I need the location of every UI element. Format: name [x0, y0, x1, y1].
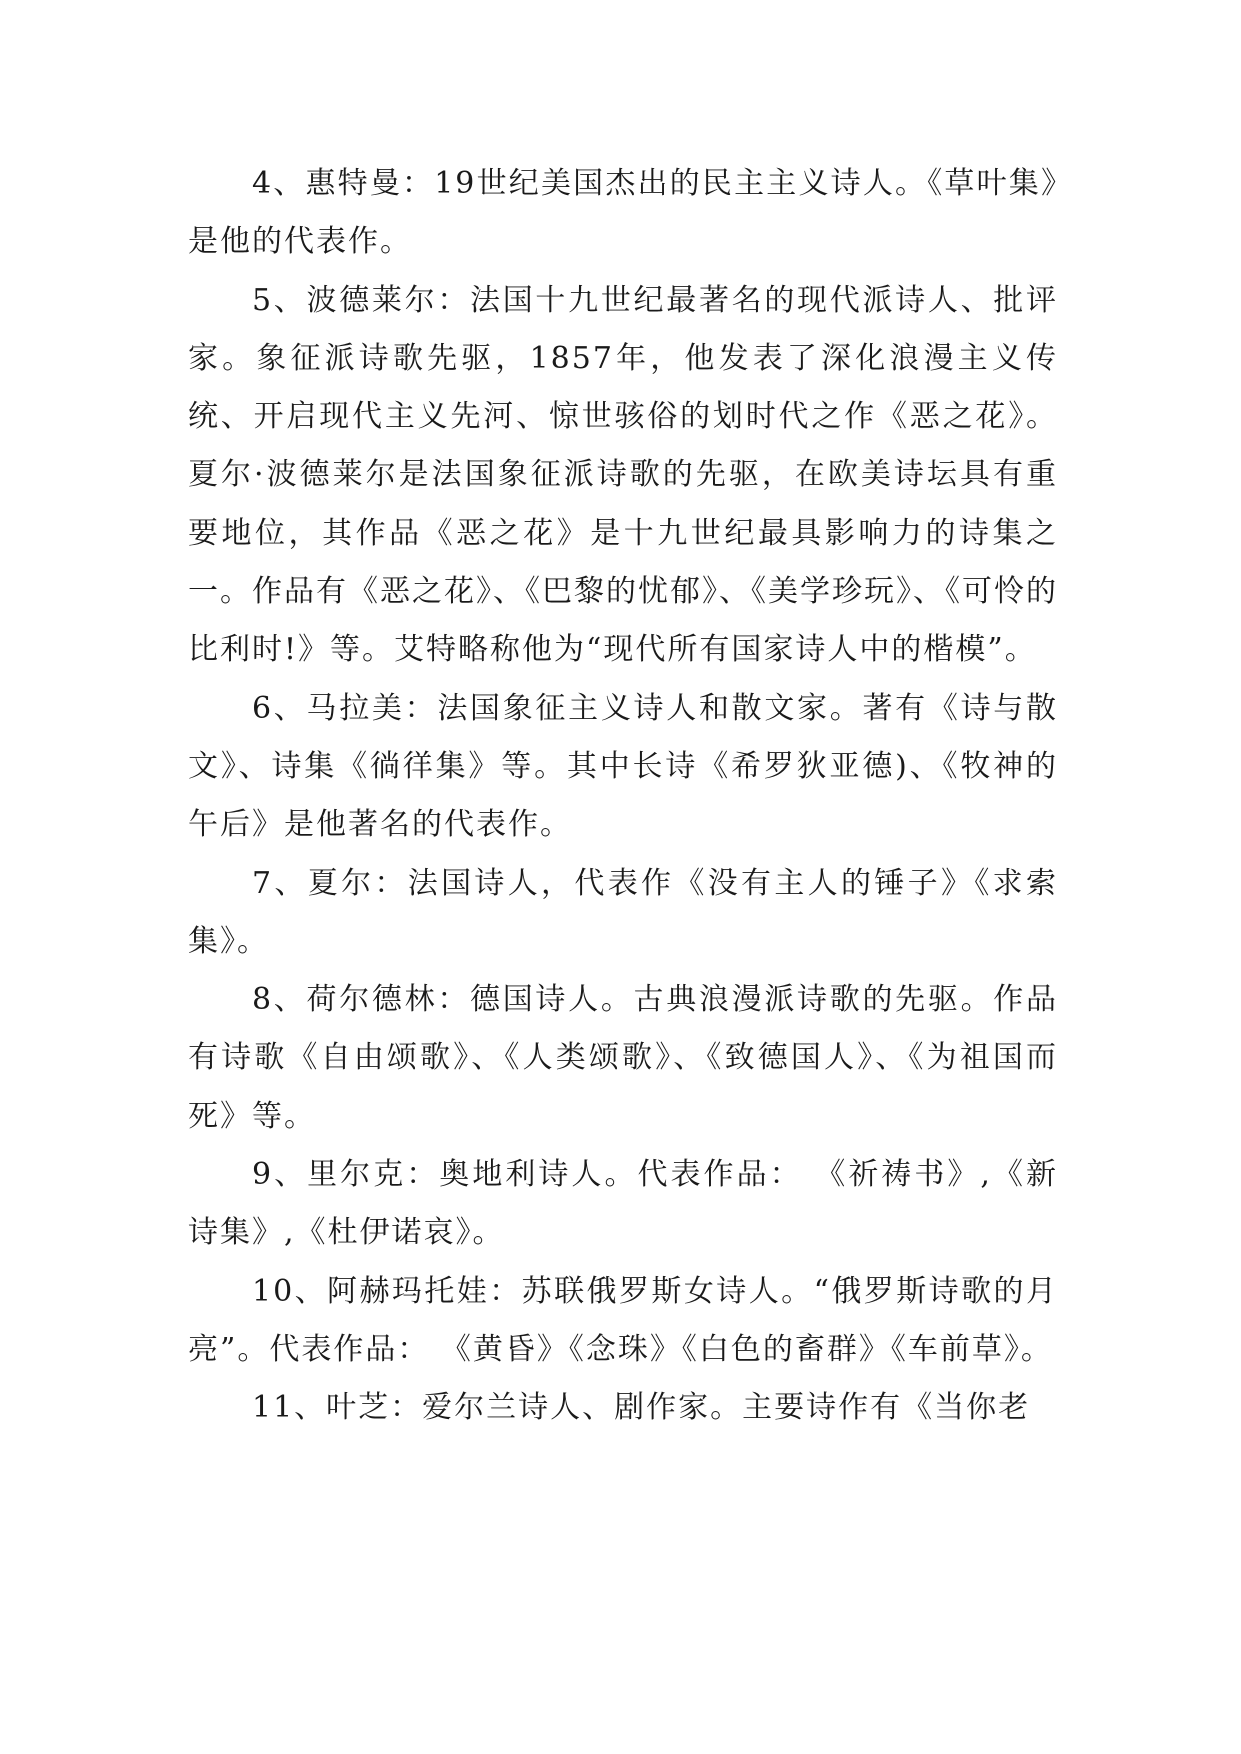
- paragraph-holderlin: 8、荷尔德林：德国诗人。古典浪漫派诗歌的先驱。作品有诗歌《自由颂歌》、《人类颂歌》、《致德国人》、《为祖国而死》等。: [188, 982, 1058, 1134]
- document-body: [188, 155, 1058, 1438]
- paragraph-whitman: 4、惠特曼：19世纪美国杰出的民主主义诗人。《草叶集》是他的代表作。: [188, 166, 1058, 260]
- paragraph-baudelaire: 5、波德莱尔：法国十九世纪最著名的现代派诗人、批评家。象征派诗歌先驱，1857年，他发表了深化浪漫主义传统、开启现代主义先河、惊世骇俗的划时代之作《恶之花》。夏尔·波德莱尔是法国象征派诗歌的先驱，在欧美诗坛具有重要地位，其作品《恶之花》是十九世纪最具影响力的诗集之一。作品有《恶之花》、《巴黎的忧郁》、《美学珍玩》、《可怜的比利时!》等。艾特略称他为“现代所有国家诗人中的楷模”。: [188, 282, 1058, 668]
- paragraph-akhmatova: 10、阿赫玛托娃：苏联俄罗斯女诗人。“俄罗斯诗歌的月亮”。代表作品： 《黄昏》《念珠》《白色的畜群》《车前草》。: [188, 1273, 1058, 1367]
- paragraph-yeats: 11、叶芝：爱尔兰诗人、剧作家。主要诗作有《当你老: [252, 1390, 1031, 1426]
- paragraph-rilke: 9、里尔克：奥地利诗人。代表作品： 《祈祷书》,《新诗集》,《杜伊诺哀》。: [188, 1157, 1058, 1251]
- paragraph-char: 7、夏尔：法国诗人，代表作《没有主人的锤子》《求索集》。: [188, 865, 1058, 959]
- paragraph-mallarme: 6、马拉美：法国象征主义诗人和散文家。著有《诗与散文》、诗集《徜徉集》等。其中长诗《希罗狄亚德)、《牧神的午后》是他著名的代表作。: [188, 690, 1058, 843]
